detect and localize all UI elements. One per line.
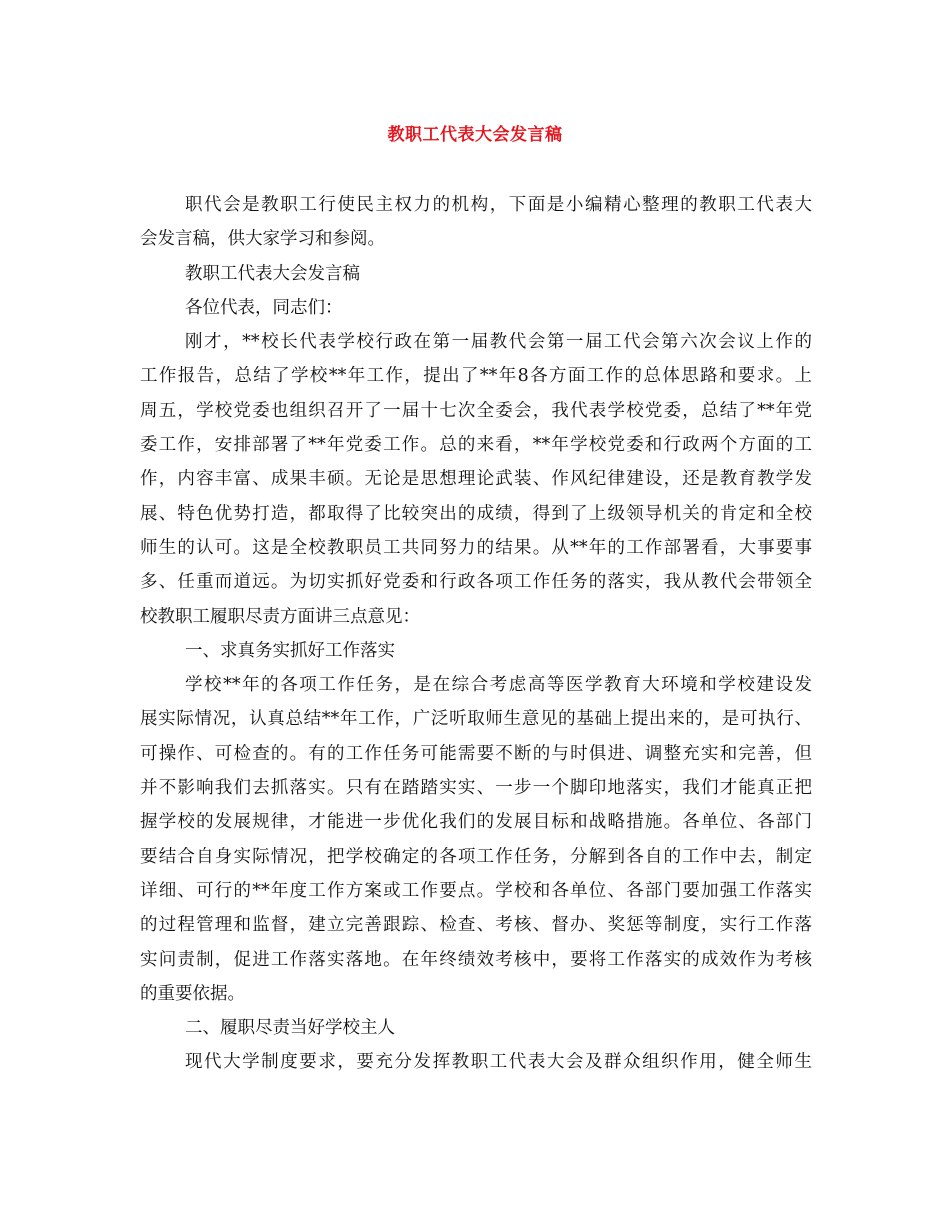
text-line: 的过程管理和监督，建立完善跟踪、检查、考核、督办、奖惩等制度，实行工作落: [140, 915, 812, 936]
text-line: 会发言稿，供大家学习和参阅。: [140, 229, 385, 250]
text-line: 教职工代表大会发言稿: [185, 263, 360, 284]
text-line: 职代会是教职工行使民主权力的机构，下面是小编精心整理的教职工代表大: [185, 195, 812, 215]
text-line: 握学校的发展规律，才能进一步优化我们的发展目标和战略措施。各单位、各部门: [140, 812, 812, 833]
text-line: 多、任重而道远。为切实抓好党委和行政各项工作任务的落实，我从教代会带领全: [140, 572, 812, 593]
text-line: 的重要依据。: [140, 983, 245, 1004]
text-line: 并不影响我们去抓落实。只有在踏踏实实、一步一个脚印地落实，我们才能真正把: [140, 778, 812, 799]
section-heading: 一、求真务实抓好工作落实: [185, 640, 395, 661]
text-line: 作，内容丰富、成果丰硕。无论是思想理论武装、作风纪律建设，还是教育教学发: [140, 469, 812, 490]
text-line: 师生的认可。这是全校教职员工共同努力的结果。从**年的工作部署看，大事要事: [140, 537, 812, 558]
text-line: 刚才，**校长代表学校行政在第一届教代会第一届工代会第六次会议上作的: [185, 332, 812, 353]
text-line: 展实际情况，认真总结**年工作，广泛听取师生意见的基础上提出来的，是可执行、: [140, 709, 812, 730]
text-line: 周五，学校党委也组织召开了一届十七次全委会，我代表学校党委，总结了**年党: [140, 400, 812, 421]
text-line: 学校**年的各项工作任务，是在综合考虑高等医学教育大环境和学校建设发: [185, 675, 812, 696]
text-line: 现代大学制度要求，要充分发挥教职工代表大会及群众组织作用，健全师生: [185, 1052, 812, 1073]
document-title: 教职工代表大会发言稿: [387, 125, 563, 145]
text-line: 要结合自身实际情况，把学校确定的各项工作任务，分解到各自的工作中去，制定: [140, 846, 812, 867]
text-line: 工作报告，总结了学校**年工作，提出了**年8各方面工作的总体思路和要求。上: [140, 366, 812, 387]
section-heading: 二、履职尽责当好学校主人: [185, 1018, 395, 1039]
text-line: 详细、可行的**年度工作方案或工作要点。学校和各单位、各部门要加强工作落实: [140, 880, 812, 901]
document-body: [140, 188, 812, 1080]
text-line: 实问责制，促进工作落实落地。在年终绩效考核中，要将工作落实的成效作为考核: [140, 949, 812, 970]
text-line: 委工作，安排部署了**年党委工作。总的来看，**年学校党委和行政两个方面的工: [140, 435, 812, 456]
text-line: 展、特色优势打造，都取得了比较突出的成绩，得到了上级领导机关的肯定和全校: [140, 503, 812, 524]
text-line: 可操作、可检查的。有的工作任务可能需要不断的与时俱进、调整充实和完善，但: [140, 743, 812, 764]
text-line: 校教职工履职尽责方面讲三点意见：: [140, 606, 420, 627]
text-line: 各位代表，同志们：: [185, 297, 343, 318]
